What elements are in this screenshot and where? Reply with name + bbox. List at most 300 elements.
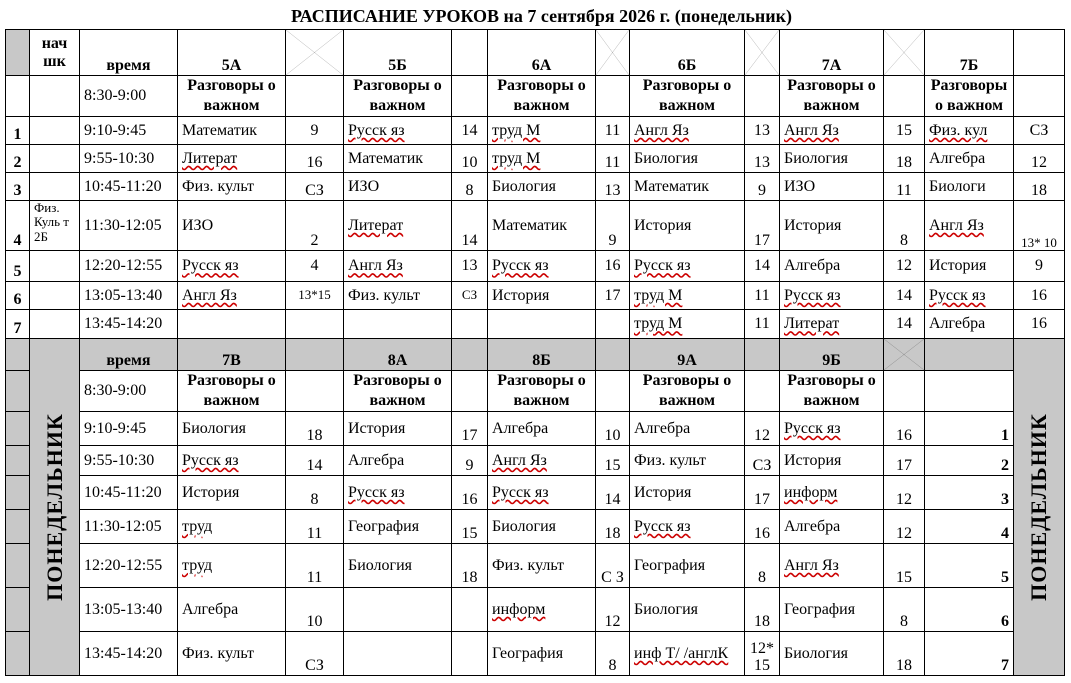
subject-cell-text: Разговоры о важном bbox=[787, 372, 876, 409]
room-cell bbox=[452, 201, 488, 251]
subject-cell-text: Разговоры о важном bbox=[787, 77, 876, 114]
subject-cell bbox=[344, 371, 452, 412]
lesson-number bbox=[925, 588, 1014, 632]
lesson-number-text: 2 bbox=[1001, 457, 1009, 475]
room-cell-text: 11 bbox=[306, 525, 323, 543]
day-label-text: ПОНЕДЕЛЬНИК bbox=[1025, 413, 1051, 601]
subject-cell-text: ИЗО bbox=[784, 177, 816, 195]
table-row bbox=[6, 632, 1065, 676]
subject-cell-text: Физ. культ bbox=[182, 177, 255, 195]
lesson-number-text: 4 bbox=[1001, 525, 1009, 543]
primary-cell bbox=[30, 76, 80, 117]
subject-cell-text: Биология bbox=[348, 556, 413, 574]
room-cell-text: 17 bbox=[896, 457, 912, 475]
subject-cell-text: Разговоры о важном bbox=[187, 372, 276, 409]
room-cell bbox=[1014, 145, 1065, 173]
subject-cell bbox=[925, 282, 1014, 310]
subject-cell bbox=[630, 76, 745, 117]
lesson-number-text: 3 bbox=[13, 182, 22, 200]
room-cell-text: 8 bbox=[608, 657, 617, 675]
subject-cell-text: Физ. культ bbox=[348, 286, 421, 304]
time-cell-text: 9:55-10:30 bbox=[84, 451, 155, 469]
subject-cell bbox=[178, 76, 286, 117]
subject-cell-text: Русск яз bbox=[348, 483, 405, 501]
subject-cell-text: информ bbox=[492, 600, 546, 618]
room-cell bbox=[745, 117, 780, 145]
room-cell-text: 8 bbox=[310, 491, 319, 509]
room-cell bbox=[884, 251, 925, 282]
time-cell-text: 8:30-9:00 bbox=[84, 87, 147, 105]
subject-cell-text: Биология bbox=[634, 600, 699, 618]
room-cell-text: 11 bbox=[604, 121, 621, 139]
time-cell-text: 11:30-12:05 bbox=[84, 517, 162, 535]
subject-cell-text: Математик bbox=[492, 216, 568, 234]
room-cell-text: 11 bbox=[896, 182, 912, 200]
subject-cell bbox=[488, 282, 596, 310]
room-cell bbox=[884, 201, 925, 251]
subject-cell-text: Физ. культ bbox=[492, 556, 565, 574]
time-cell-text: 12:20-12:55 bbox=[84, 257, 163, 275]
subject-cell bbox=[780, 310, 884, 339]
table-row bbox=[6, 446, 1065, 476]
room-cell-text: 14 bbox=[896, 286, 912, 304]
class-header-4-text: 7А bbox=[821, 57, 842, 75]
class-header-3 bbox=[630, 30, 745, 76]
header-room-cell bbox=[452, 339, 488, 371]
subject-cell bbox=[630, 201, 745, 251]
header-room-cell bbox=[1014, 30, 1065, 76]
room-cell-text: 17 bbox=[461, 427, 478, 445]
subject-cell bbox=[488, 510, 596, 544]
room-cell bbox=[286, 371, 344, 412]
class-header-b3 bbox=[630, 339, 745, 371]
room-cell bbox=[286, 201, 344, 251]
room-cell bbox=[884, 371, 925, 412]
room-cell bbox=[286, 476, 344, 510]
time-cell bbox=[80, 371, 178, 412]
room-cell bbox=[596, 476, 630, 510]
lesson-number-text: 1 bbox=[1001, 427, 1009, 445]
room-cell-text: 18 bbox=[1031, 182, 1047, 200]
table-row bbox=[6, 476, 1065, 510]
subject-cell bbox=[344, 173, 452, 201]
subject-cell bbox=[178, 446, 286, 476]
class-header-5 bbox=[925, 30, 1014, 76]
crossed-cell bbox=[286, 30, 344, 76]
subject-cell bbox=[780, 371, 884, 412]
room-cell bbox=[745, 251, 780, 282]
room-cell-text: 13 bbox=[754, 154, 770, 172]
subject-cell bbox=[780, 412, 884, 446]
room-cell bbox=[286, 145, 344, 173]
subject-cell bbox=[178, 412, 286, 446]
time-cell bbox=[80, 145, 178, 173]
room-cell-text: 15 bbox=[461, 525, 478, 543]
room-cell bbox=[596, 446, 630, 476]
time-cell-text: 9:10-9:45 bbox=[84, 419, 147, 437]
table-row bbox=[6, 201, 1065, 251]
lesson-number bbox=[6, 251, 30, 282]
room-cell bbox=[452, 588, 488, 632]
subject-cell-text: Математик bbox=[348, 149, 424, 167]
room-cell bbox=[452, 282, 488, 310]
subject-cell bbox=[488, 446, 596, 476]
room-cell bbox=[745, 544, 780, 588]
room-cell-text: 18 bbox=[754, 613, 770, 631]
room-cell bbox=[884, 117, 925, 145]
room-cell bbox=[596, 251, 630, 282]
table-row bbox=[6, 412, 1065, 446]
subject-cell bbox=[344, 510, 452, 544]
room-cell bbox=[286, 588, 344, 632]
room-cell-text: 14 bbox=[896, 315, 912, 333]
room-cell bbox=[286, 76, 344, 117]
time-cell-text: 13:45-14:20 bbox=[84, 644, 163, 662]
subject-cell bbox=[630, 173, 745, 201]
room-cell bbox=[745, 282, 780, 310]
time-header-text: время bbox=[106, 57, 151, 75]
room-cell bbox=[745, 173, 780, 201]
subject-cell bbox=[780, 117, 884, 145]
subject-cell-text: труд М bbox=[492, 121, 541, 139]
lesson-number bbox=[925, 371, 1014, 412]
room-cell-text: 11 bbox=[604, 154, 621, 172]
subject-cell bbox=[488, 310, 596, 339]
room-cell-text: 13 bbox=[604, 182, 621, 200]
subject-cell bbox=[780, 251, 884, 282]
subject-cell-text: Русск яз bbox=[634, 517, 691, 535]
room-cell bbox=[1014, 201, 1065, 251]
subject-cell bbox=[488, 173, 596, 201]
subject-cell bbox=[780, 632, 884, 676]
room-cell bbox=[884, 544, 925, 588]
class-header-b2 bbox=[488, 339, 596, 371]
class-header-b4-text: 9Б bbox=[822, 352, 841, 370]
table-row bbox=[6, 145, 1065, 173]
room-cell-text: 16 bbox=[604, 257, 621, 275]
time-cell bbox=[80, 251, 178, 282]
subject-cell bbox=[780, 476, 884, 510]
room-cell bbox=[286, 251, 344, 282]
subject-cell-text: труд М bbox=[634, 315, 683, 333]
subject-cell-text: География bbox=[492, 644, 564, 662]
room-cell-text: 10 bbox=[604, 427, 621, 445]
room-cell bbox=[596, 544, 630, 588]
room-cell-text: 14 bbox=[604, 491, 621, 509]
header-room-cell bbox=[286, 339, 344, 371]
header-room-cell bbox=[596, 339, 630, 371]
subject-cell bbox=[630, 371, 745, 412]
subject-cell-text: Русск яз bbox=[784, 419, 841, 437]
room-cell-text: 13 bbox=[461, 257, 478, 275]
spacer-cell bbox=[6, 371, 30, 412]
page-title: РАСПИСАНИЕ УРОКОВ на 7 сентября 2026 г. (понедельник) bbox=[290, 6, 793, 26]
subject-cell bbox=[925, 117, 1014, 145]
room-cell-text: СЗ bbox=[752, 457, 772, 475]
schedule-table bbox=[5, 29, 1065, 676]
lesson-number-text: 7 bbox=[1001, 657, 1009, 675]
time-cell-text: 12:20-12:55 bbox=[84, 556, 163, 574]
room-cell-text: 12 bbox=[604, 613, 621, 631]
lesson-number-text: 2 bbox=[13, 154, 22, 172]
subject-cell-text: Биология bbox=[784, 644, 849, 662]
subject-cell bbox=[178, 251, 286, 282]
class-header-b0-text: 7В bbox=[222, 352, 241, 370]
header-room-cell bbox=[452, 30, 488, 76]
subject-cell bbox=[780, 544, 884, 588]
subject-cell bbox=[488, 117, 596, 145]
subject-cell-text: Разговоры о важном bbox=[930, 77, 1008, 114]
room-cell bbox=[596, 412, 630, 446]
room-cell bbox=[596, 282, 630, 310]
subject-cell bbox=[630, 588, 745, 632]
room-cell-text: 8 bbox=[900, 232, 908, 250]
room-cell bbox=[596, 510, 630, 544]
room-cell bbox=[1014, 251, 1065, 282]
lesson-number-text: 3 bbox=[1001, 491, 1009, 509]
room-cell bbox=[745, 446, 780, 476]
time-header-text: время bbox=[106, 352, 151, 370]
room-cell bbox=[745, 310, 780, 339]
room-cell-text: 18 bbox=[461, 569, 478, 587]
room-cell-text: 4 bbox=[310, 257, 319, 275]
subject-cell bbox=[344, 544, 452, 588]
subject-cell-text: Русск яз bbox=[492, 257, 549, 275]
time-cell-text: 10:45-11:20 bbox=[84, 177, 162, 195]
subject-cell-text: История bbox=[634, 483, 692, 501]
table-row bbox=[6, 173, 1065, 201]
subject-cell bbox=[488, 145, 596, 173]
subject-cell bbox=[488, 76, 596, 117]
subject-cell-text: История bbox=[929, 257, 987, 275]
subject-cell bbox=[344, 282, 452, 310]
subject-cell-text: Алгебра bbox=[784, 517, 841, 535]
time-cell bbox=[80, 510, 178, 544]
subject-cell bbox=[488, 412, 596, 446]
room-cell-text: 9 bbox=[1035, 257, 1043, 275]
subject-cell bbox=[344, 76, 452, 117]
class-header-3-text: 6Б bbox=[677, 57, 697, 75]
room-cell bbox=[745, 632, 780, 676]
time-cell bbox=[80, 117, 178, 145]
lesson-number bbox=[925, 632, 1014, 676]
time-cell bbox=[80, 310, 178, 339]
lesson-number bbox=[6, 145, 30, 173]
subject-cell bbox=[344, 251, 452, 282]
subject-cell-text: Англ Яз bbox=[784, 121, 839, 139]
subject-cell-text: Русск яз bbox=[182, 451, 239, 469]
table-row bbox=[6, 76, 1065, 117]
subject-cell-text: Литерат bbox=[784, 315, 840, 333]
subject-cell bbox=[178, 173, 286, 201]
time-cell bbox=[80, 632, 178, 676]
class-header-b4 bbox=[780, 339, 884, 371]
class-header-b2-text: 8Б bbox=[532, 352, 551, 370]
room-cell-text: 13* 10 bbox=[1021, 234, 1057, 250]
room-cell-text: 18 bbox=[896, 657, 912, 675]
subject-cell-text: История bbox=[784, 451, 842, 469]
subject-cell-text: Биологи bbox=[929, 177, 986, 195]
subject-cell-text: Алгебра bbox=[929, 149, 986, 167]
room-cell bbox=[452, 632, 488, 676]
room-cell bbox=[452, 476, 488, 510]
subject-cell-text: труд bbox=[182, 517, 213, 535]
room-cell-text: 9 bbox=[310, 121, 319, 139]
room-cell-text: 15 bbox=[896, 569, 912, 587]
subject-cell bbox=[780, 201, 884, 251]
class-header-0 bbox=[178, 30, 286, 76]
crossed-cell bbox=[884, 339, 925, 371]
room-cell bbox=[452, 412, 488, 446]
subject-cell-text: Разговоры о важном bbox=[187, 77, 276, 114]
primary-note-text: Физ. Куль т 2Б bbox=[34, 200, 69, 244]
subject-cell-text: Англ Яз bbox=[784, 556, 839, 574]
room-cell bbox=[745, 476, 780, 510]
room-cell-text: 11 bbox=[306, 569, 323, 587]
subject-cell-text: Алгебра bbox=[784, 257, 841, 275]
subject-cell bbox=[925, 251, 1014, 282]
room-cell-text: 16 bbox=[754, 525, 770, 543]
room-cell bbox=[596, 76, 630, 117]
subject-cell-text: труд М bbox=[634, 286, 683, 304]
room-cell bbox=[884, 310, 925, 339]
subject-cell bbox=[344, 310, 452, 339]
subject-cell-text: Алгебра bbox=[634, 419, 691, 437]
room-cell bbox=[452, 145, 488, 173]
room-cell-text: 14 bbox=[461, 121, 478, 139]
room-cell-text: 12 bbox=[754, 427, 770, 445]
header-right-cell bbox=[925, 339, 1014, 371]
subject-cell bbox=[344, 446, 452, 476]
spacer-cell bbox=[6, 588, 30, 632]
subject-cell bbox=[488, 588, 596, 632]
subject-cell-text: Алгебра bbox=[929, 315, 986, 333]
subject-cell-text: Русск яз bbox=[784, 286, 841, 304]
subject-cell bbox=[178, 282, 286, 310]
room-cell bbox=[745, 145, 780, 173]
subject-cell bbox=[178, 476, 286, 510]
time-cell bbox=[80, 544, 178, 588]
lesson-number bbox=[925, 510, 1014, 544]
room-cell bbox=[884, 446, 925, 476]
time-cell bbox=[80, 282, 178, 310]
room-cell bbox=[884, 173, 925, 201]
lesson-number bbox=[925, 476, 1014, 510]
subject-cell bbox=[925, 310, 1014, 339]
subject-cell bbox=[925, 145, 1014, 173]
subject-cell bbox=[488, 251, 596, 282]
room-cell bbox=[596, 310, 630, 339]
subject-cell bbox=[178, 117, 286, 145]
subject-cell-text: инф Т/ /англК bbox=[634, 644, 729, 662]
room-cell bbox=[452, 510, 488, 544]
subject-cell bbox=[488, 632, 596, 676]
primary-cell bbox=[30, 117, 80, 145]
subject-cell bbox=[178, 632, 286, 676]
room-cell bbox=[745, 76, 780, 117]
room-cell-text: 8 bbox=[758, 569, 766, 587]
room-cell-text: 9 bbox=[465, 457, 474, 475]
subject-cell-text: Англ Яз bbox=[492, 451, 547, 469]
subject-cell-text: Разговоры о важном bbox=[353, 372, 442, 409]
room-cell bbox=[884, 632, 925, 676]
room-cell bbox=[452, 544, 488, 588]
subject-cell bbox=[488, 201, 596, 251]
subject-cell-text: Алгебра bbox=[492, 419, 549, 437]
room-cell-text: 12 bbox=[896, 257, 912, 275]
subject-cell-text: ИЗО bbox=[182, 216, 214, 234]
subject-cell-text: Разговоры о важном bbox=[497, 77, 586, 114]
subject-cell bbox=[488, 371, 596, 412]
time-cell bbox=[80, 588, 178, 632]
subject-cell-text: История bbox=[492, 286, 550, 304]
crossed-cell bbox=[745, 30, 780, 76]
spacer-cell bbox=[6, 446, 30, 476]
class-header-b1-text: 8А bbox=[387, 352, 408, 370]
room-cell bbox=[1014, 310, 1065, 339]
subject-cell bbox=[630, 145, 745, 173]
subject-cell-text: Англ Яз bbox=[929, 216, 984, 234]
room-cell-text: 16 bbox=[896, 427, 912, 445]
lesson-number-text: 5 bbox=[1001, 569, 1009, 587]
class-header-1 bbox=[344, 30, 452, 76]
subject-cell bbox=[630, 251, 745, 282]
room-cell-text: 9 bbox=[758, 182, 766, 200]
spacer-cell bbox=[6, 510, 30, 544]
room-cell-text: 9 bbox=[608, 232, 617, 250]
subject-cell-text: Литерат bbox=[348, 216, 404, 234]
subject-cell bbox=[780, 282, 884, 310]
time-header bbox=[80, 30, 178, 76]
time-cell-text: 13:05-13:40 bbox=[84, 600, 163, 618]
table-row bbox=[6, 544, 1065, 588]
room-cell bbox=[884, 510, 925, 544]
table-row bbox=[6, 310, 1065, 339]
subject-cell bbox=[630, 476, 745, 510]
room-cell bbox=[452, 371, 488, 412]
subject-cell bbox=[630, 282, 745, 310]
table-row bbox=[6, 588, 1065, 632]
subject-cell-text: Биология bbox=[634, 149, 699, 167]
room-cell bbox=[884, 76, 925, 117]
room-cell-text: 11 bbox=[754, 286, 770, 304]
primary-cell bbox=[30, 173, 80, 201]
subject-cell bbox=[780, 145, 884, 173]
room-cell-text: 17 bbox=[754, 232, 770, 250]
time-cell-text: 13:05-13:40 bbox=[84, 286, 163, 304]
subject-cell-text: Физ. культ bbox=[634, 451, 707, 469]
room-cell bbox=[452, 76, 488, 117]
subject-cell bbox=[488, 544, 596, 588]
lesson-number-text: 7 bbox=[13, 320, 22, 338]
class-header-2-text: 6А bbox=[531, 57, 552, 75]
room-cell-text: 8 bbox=[900, 613, 908, 631]
subject-cell bbox=[344, 588, 452, 632]
subject-cell-text: История bbox=[634, 216, 692, 234]
subject-cell-text: Алгебра bbox=[182, 600, 239, 618]
room-cell-text: 17 bbox=[604, 286, 621, 304]
day-label-left bbox=[30, 339, 80, 676]
time-cell-text: 10:45-11:20 bbox=[84, 483, 162, 501]
room-cell bbox=[286, 282, 344, 310]
room-cell-text: 13*15 bbox=[298, 287, 331, 303]
subject-cell-text: Литерат bbox=[182, 149, 238, 167]
time-cell bbox=[80, 446, 178, 476]
subject-cell bbox=[630, 117, 745, 145]
subject-cell bbox=[630, 446, 745, 476]
subject-cell-text: История bbox=[784, 216, 842, 234]
subject-cell bbox=[925, 173, 1014, 201]
